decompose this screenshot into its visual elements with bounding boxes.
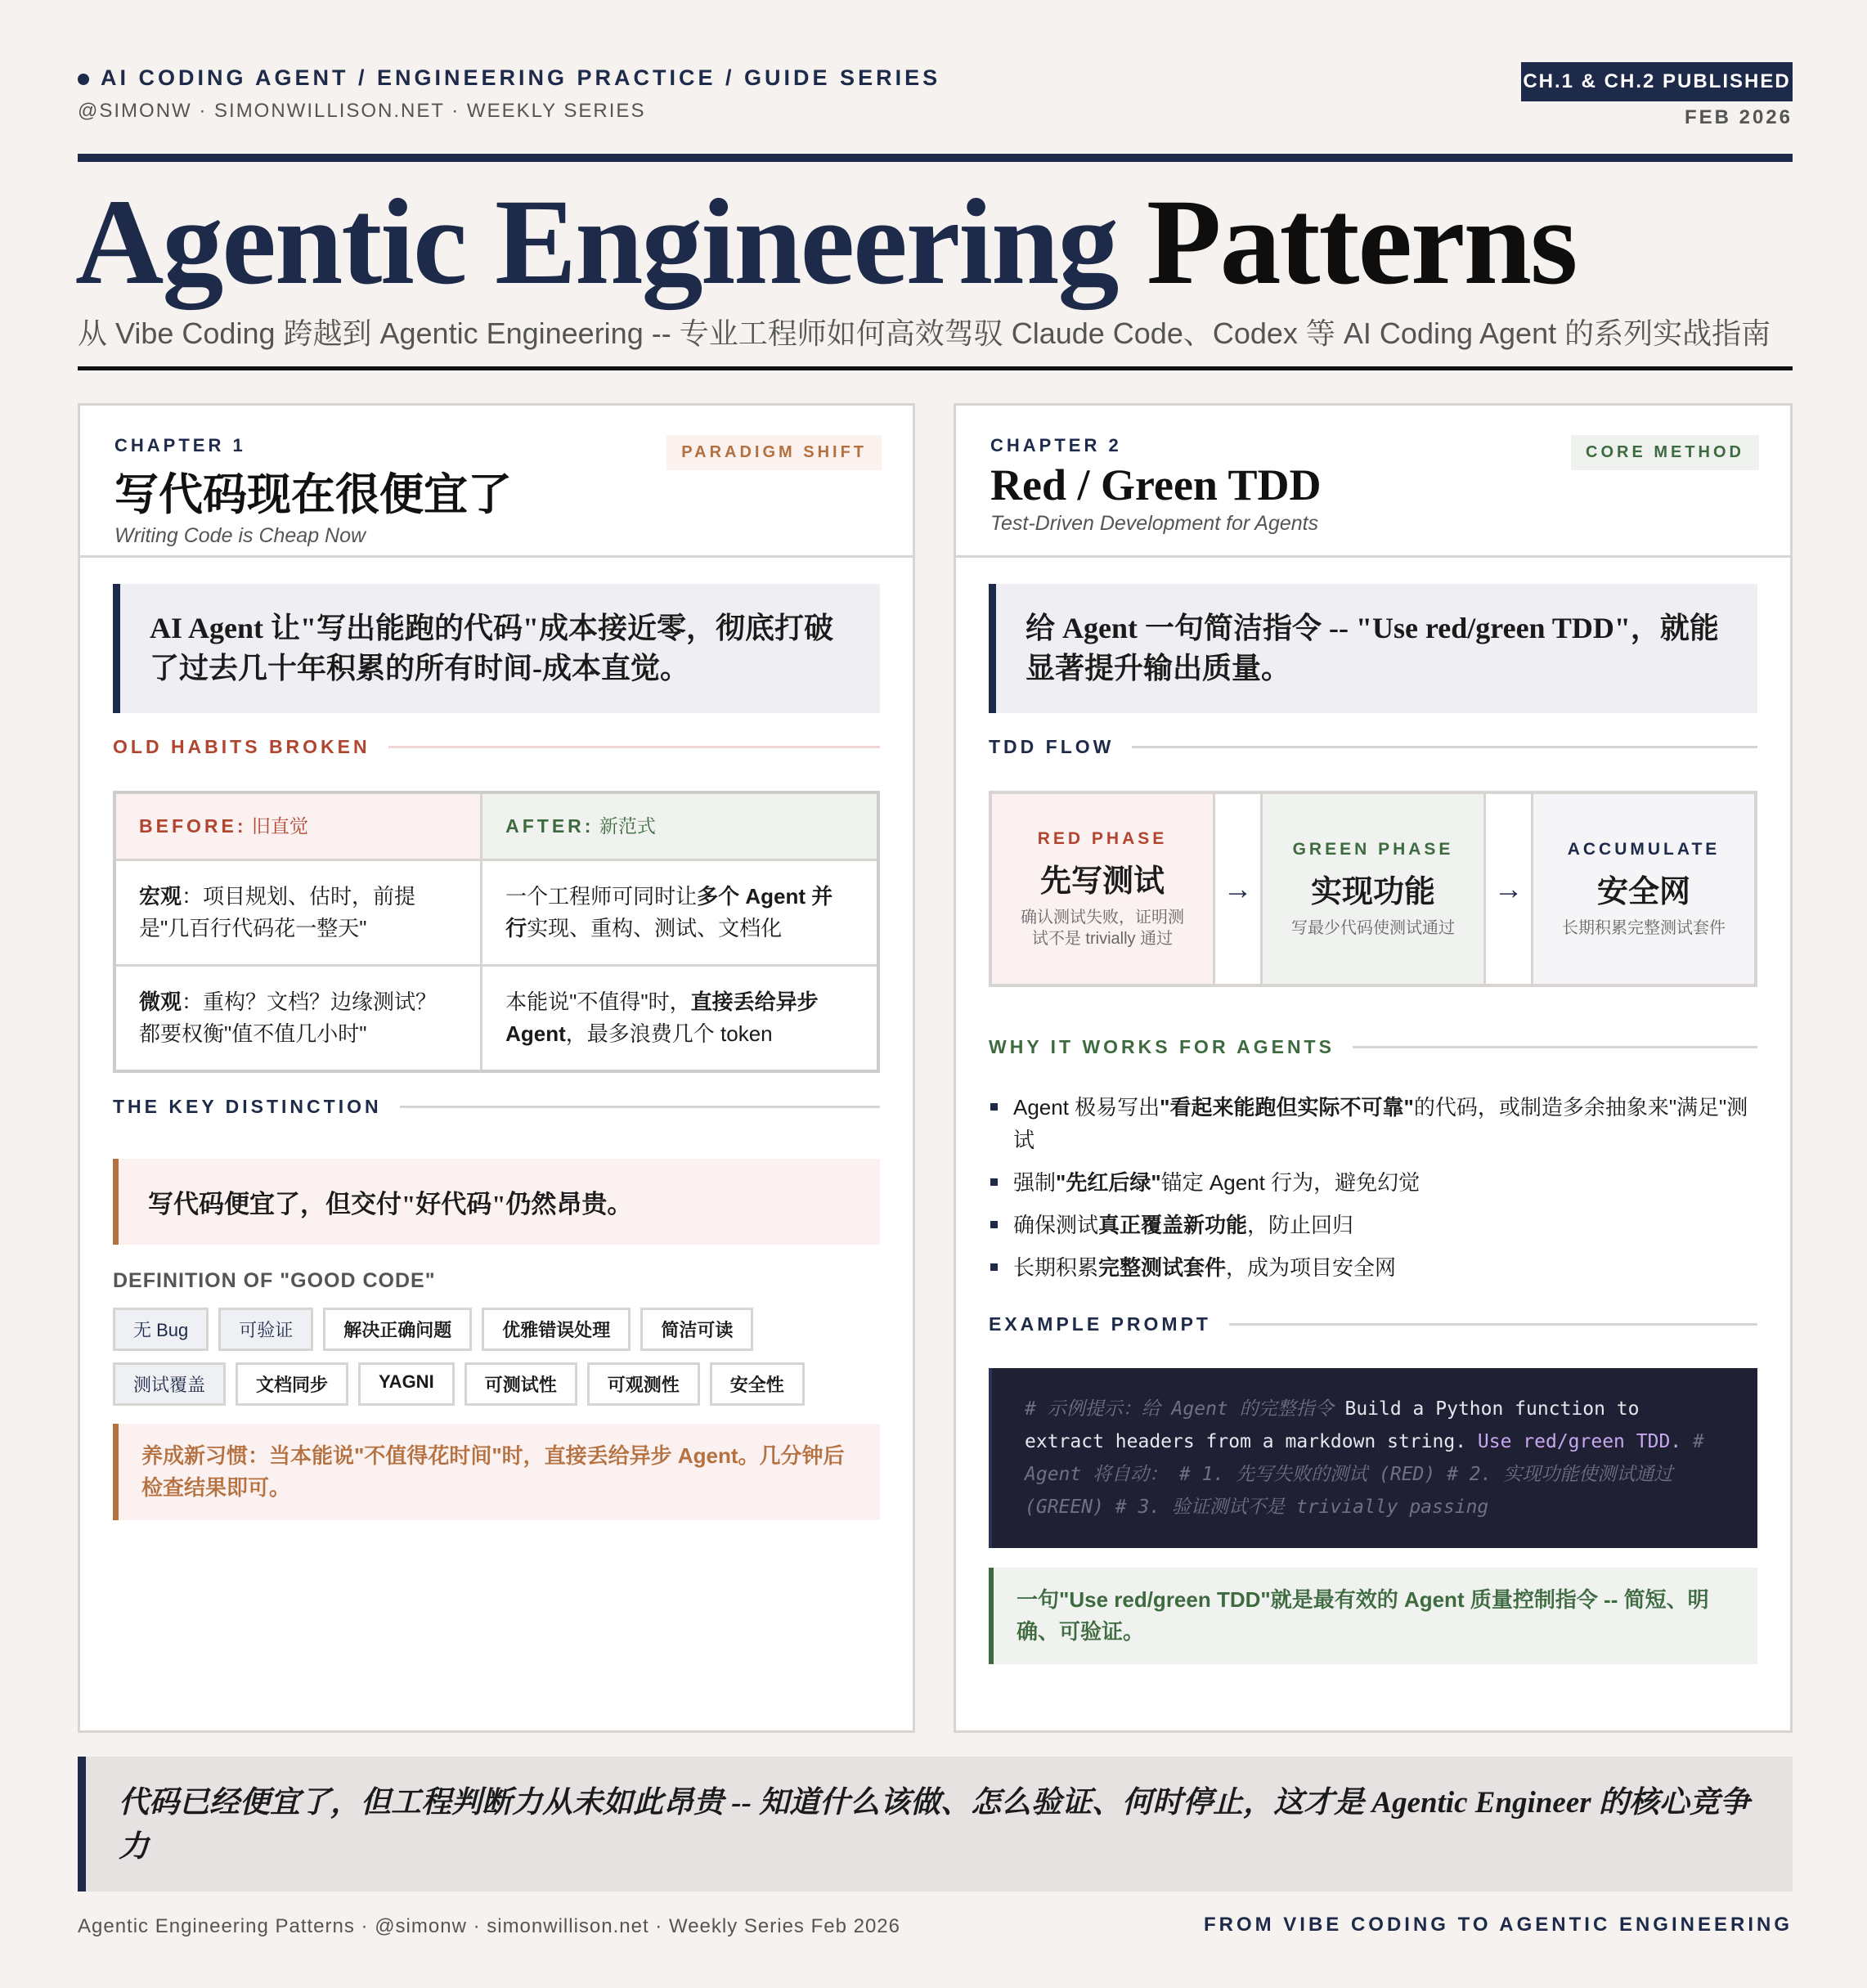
section-tdd-flow xyxy=(989,736,1757,758)
chip: 测试覆盖 xyxy=(113,1362,226,1406)
section-example xyxy=(989,1313,1757,1335)
list-item: 长期积累完整测试套件，成为项目安全网 xyxy=(989,1251,1757,1284)
kicker-text: AI CODING AGENT / ENGINEERING PRACTICE / GUIDE SERIES xyxy=(101,65,941,90)
chapter-title: 写代码现在很便宜了 xyxy=(114,470,512,519)
table-row xyxy=(114,860,878,966)
chapter-subtitle: Writing Code is Cheap Now xyxy=(114,524,366,547)
chip: 解决正确问题 xyxy=(323,1308,472,1351)
published-badge: CH.1 & CH.2 PUBLISHED xyxy=(1521,62,1793,101)
list-item: 确保测试真正覆盖新功能，防止回归 xyxy=(989,1209,1757,1241)
key-quote: 写代码便宜了，但交付"好代码"仍然昂贵。 xyxy=(113,1159,880,1245)
list-item: 强制"先红后绿"锚定 Agent 行为，避免幻觉 xyxy=(989,1166,1757,1199)
good-code-tags xyxy=(113,1308,849,1406)
divider xyxy=(1229,1323,1757,1326)
divider xyxy=(1132,746,1757,748)
chapter-label: CHAPTER 2 xyxy=(990,435,1122,455)
chip: 可测试性 xyxy=(465,1362,577,1406)
section-why xyxy=(989,1036,1757,1058)
divider xyxy=(400,1106,880,1108)
footer-tagline: FROM VIBE CODING TO AGENTIC ENGINEERING xyxy=(1203,1914,1793,1936)
chip: 可观测性 xyxy=(587,1362,700,1406)
divider xyxy=(388,746,880,748)
chapter-2-header xyxy=(956,406,1790,558)
bullet-dot-icon xyxy=(78,74,89,85)
byline: @SIMONW · SIMONWILLISON.NET · WEEKLY SERIES xyxy=(78,100,646,122)
after-header: AFTER: 新范式 xyxy=(482,792,878,860)
before-after-table xyxy=(113,791,880,1073)
before-cell: 微观：重构？文档？边缘测试？都要权衡"值不值几小时" xyxy=(114,966,482,1072)
chip: 无 Bug xyxy=(113,1308,209,1351)
top-rule xyxy=(78,154,1793,162)
before-header: BEFORE: 旧直觉 xyxy=(114,792,482,860)
section-label: TDD FLOW xyxy=(989,736,1115,757)
section-label: WHY IT WORKS FOR AGENTS xyxy=(989,1036,1335,1057)
page-subtitle: 从 Vibe Coding 跨越到 Agentic Engineering -- 专业工程师如何高效驾驭 Claude Code、Codex 等 AI Coding Agent 的系列实战指南 xyxy=(78,316,1771,350)
step-red: RED PHASE 先写测试 确认测试失败，证明测试不是 trivially 通过 xyxy=(992,794,1213,984)
chapter-title: Red / Green TDD xyxy=(990,460,1322,509)
title-rule xyxy=(78,366,1793,370)
definition-label: DEFINITION OF "GOOD CODE" xyxy=(113,1269,436,1292)
title-part-a: Agentic Engineering xyxy=(75,174,1118,310)
chip: 安全性 xyxy=(710,1362,805,1406)
chip: 可验证 xyxy=(218,1308,313,1351)
paradigm-shift-tag: PARADIGM SHIFT xyxy=(666,435,882,470)
section-label: THE KEY DISTINCTION xyxy=(113,1096,382,1117)
chapter-subtitle: Test-Driven Development for Agents xyxy=(990,512,1319,535)
chapter-1-header xyxy=(80,406,913,558)
footer-credits: Agentic Engineering Patterns · @simonw · simonwillison.net · Weekly Series Feb 2026 xyxy=(78,1915,900,1937)
section-old-habits xyxy=(113,736,880,758)
step-green: GREEN PHASE 实现功能 写最少代码使测试通过 xyxy=(1263,794,1483,984)
series-kicker xyxy=(78,65,940,91)
tdd-flow xyxy=(989,791,1757,987)
section-label: EXAMPLE PROMPT xyxy=(989,1313,1211,1335)
summary-note: 一句"Use red/green TDD"就是最有效的 Agent 质量控制指令 -- 简短、明确、可验证。 xyxy=(989,1568,1757,1664)
chip: 优雅错误处理 xyxy=(482,1308,631,1351)
chapter-label: CHAPTER 1 xyxy=(114,435,246,455)
habit-callout: 养成新习惯：当本能说"不值得花时间"时，直接丢给异步 Agent。几分钟后检查结果即可。 xyxy=(113,1424,880,1520)
chapter-2-card xyxy=(954,403,1793,1733)
table-row xyxy=(114,966,878,1072)
chip: YAGNI xyxy=(358,1362,455,1406)
arrow-right-icon: → xyxy=(1213,794,1263,984)
core-method-tag: CORE METHOD xyxy=(1571,435,1759,470)
example-prompt-code: # 示例提示：给 Agent 的完整指令 Build a Python function to extract headers from a markdown string. Use red/green TDD. # Agent 将自动： # 1. 先写失败的测试 (RED) # 2. 实现功能使测试通过 (GREEN) # 3. 验证测试不是 trivially passing xyxy=(989,1368,1757,1548)
closing-banner: 代码已经便宜了，但工程判断力从未如此昂贵 -- 知道什么该做、怎么验证、何时停止，这才是 Agentic Engineer 的核心竞争力 xyxy=(78,1757,1793,1892)
list-item: Agent 极易写出"看起来能跑但实际不可靠"的代码，或制造多余抽象来"满足"测试 xyxy=(989,1091,1757,1156)
before-cell: 宏观：项目规划、估时，前提是"几百行代码花一整天" xyxy=(114,860,482,966)
section-label: OLD HABITS BROKEN xyxy=(113,736,370,757)
chip: 简洁可读 xyxy=(640,1308,753,1351)
title-part-b: Patterns xyxy=(1146,174,1577,310)
chip: 文档同步 xyxy=(236,1362,348,1406)
after-cell: 一个工程师可同时让多个 Agent 并行实现、重构、测试、文档化 xyxy=(482,860,878,966)
arrow-right-icon: → xyxy=(1483,794,1533,984)
page-title xyxy=(75,172,1576,312)
divider xyxy=(1353,1046,1757,1048)
lead-callout: 给 Agent 一句简洁指令 -- "Use red/green TDD"，就能显著提升输出质量。 xyxy=(989,584,1757,713)
step-accumulate: ACCUMULATE 安全网 长期积累完整测试套件 xyxy=(1533,794,1754,984)
chapter-1-card xyxy=(78,403,915,1733)
after-cell: 本能说"不值得"时，直接丢给异步 Agent，最多浪费几个 token xyxy=(482,966,878,1072)
lead-callout: AI Agent 让"写出能跑的代码"成本接近零，彻底打破了过去几十年积累的所有时间-成本直觉。 xyxy=(113,584,880,713)
why-list xyxy=(989,1091,1757,1284)
section-key-distinction xyxy=(113,1096,880,1118)
date: FEB 2026 xyxy=(1684,106,1793,128)
